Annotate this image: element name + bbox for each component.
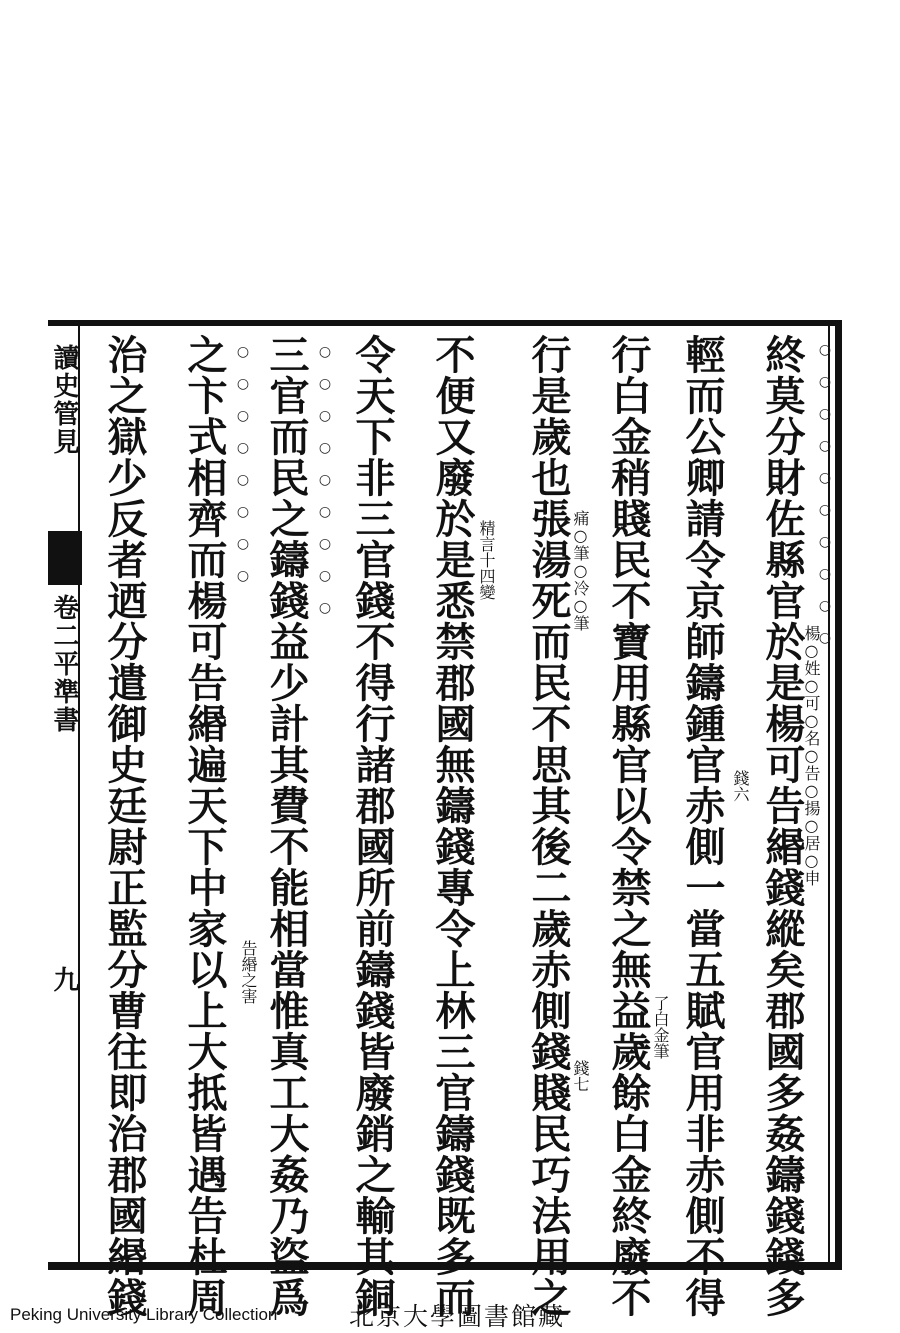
circle-marks: ○○○○○○○○	[235, 344, 251, 600]
annotation: 告緡之害	[239, 940, 258, 1004]
right-border	[835, 320, 842, 1270]
annotation: 錢六	[731, 770, 750, 802]
annotation: 精言十四變	[477, 520, 496, 600]
collection-credit-zh: 北京大學圖書館藏	[349, 1302, 566, 1331]
text-column-8: 之卞式相齊而楊可告緡遍天下中家以上大抵皆遇告杜周	[181, 334, 228, 1318]
text-column-7: 三官而民之鑄錢益少計其費不能相當惟真工大姦乃盜爲	[263, 334, 310, 1318]
annotation: 了白金筆	[651, 995, 670, 1059]
fishtail-block	[48, 531, 82, 585]
circle-marks: ○○○○○○○○○	[317, 344, 333, 632]
text-column-5: 不便又廢於是悉禁郡國無鑄錢專令上林三官鑄錢既多而	[429, 334, 476, 1318]
annotation: 楊○姓○可○名○告○揚○居○申	[802, 625, 821, 886]
annotation: 錢七	[571, 1060, 590, 1092]
page-number: 九	[49, 966, 79, 994]
text-column-6: 令天下非三官錢不得行諸郡國所前鑄錢皆廢銷之輸其銅	[349, 334, 396, 1318]
text-column-1: 終莫分財佐縣官於是楊可告緡錢縱矣郡國多姦鑄錢錢多	[759, 334, 806, 1318]
collection-credit-en: Peking University Library Collection	[10, 1305, 278, 1324]
text-column-4: 行是歲也張湯死而民不思其後二歲赤側錢賤民巧法用之	[525, 334, 572, 1318]
text-column-9: 治之獄少反者迺分遣御史廷尉正監分曹往即治郡國緡錢	[101, 334, 148, 1318]
book-spine-margin	[48, 326, 80, 1268]
circle-marks: ○○○○○○○○○○	[817, 342, 833, 662]
top-border	[48, 320, 842, 326]
book-title: 讀史管見	[49, 344, 79, 456]
chapter-title: 卷二平準書	[49, 594, 79, 734]
annotation: 痛○筆○冷○筆	[571, 510, 590, 631]
text-column-3: 行白金稍賤民不寶用縣官以令禁之無益歲餘白金終廢不	[605, 334, 652, 1318]
text-column-2: 輕而公卿請令京師鑄鍾官赤側一當五賦官用非赤側不得	[679, 334, 726, 1318]
